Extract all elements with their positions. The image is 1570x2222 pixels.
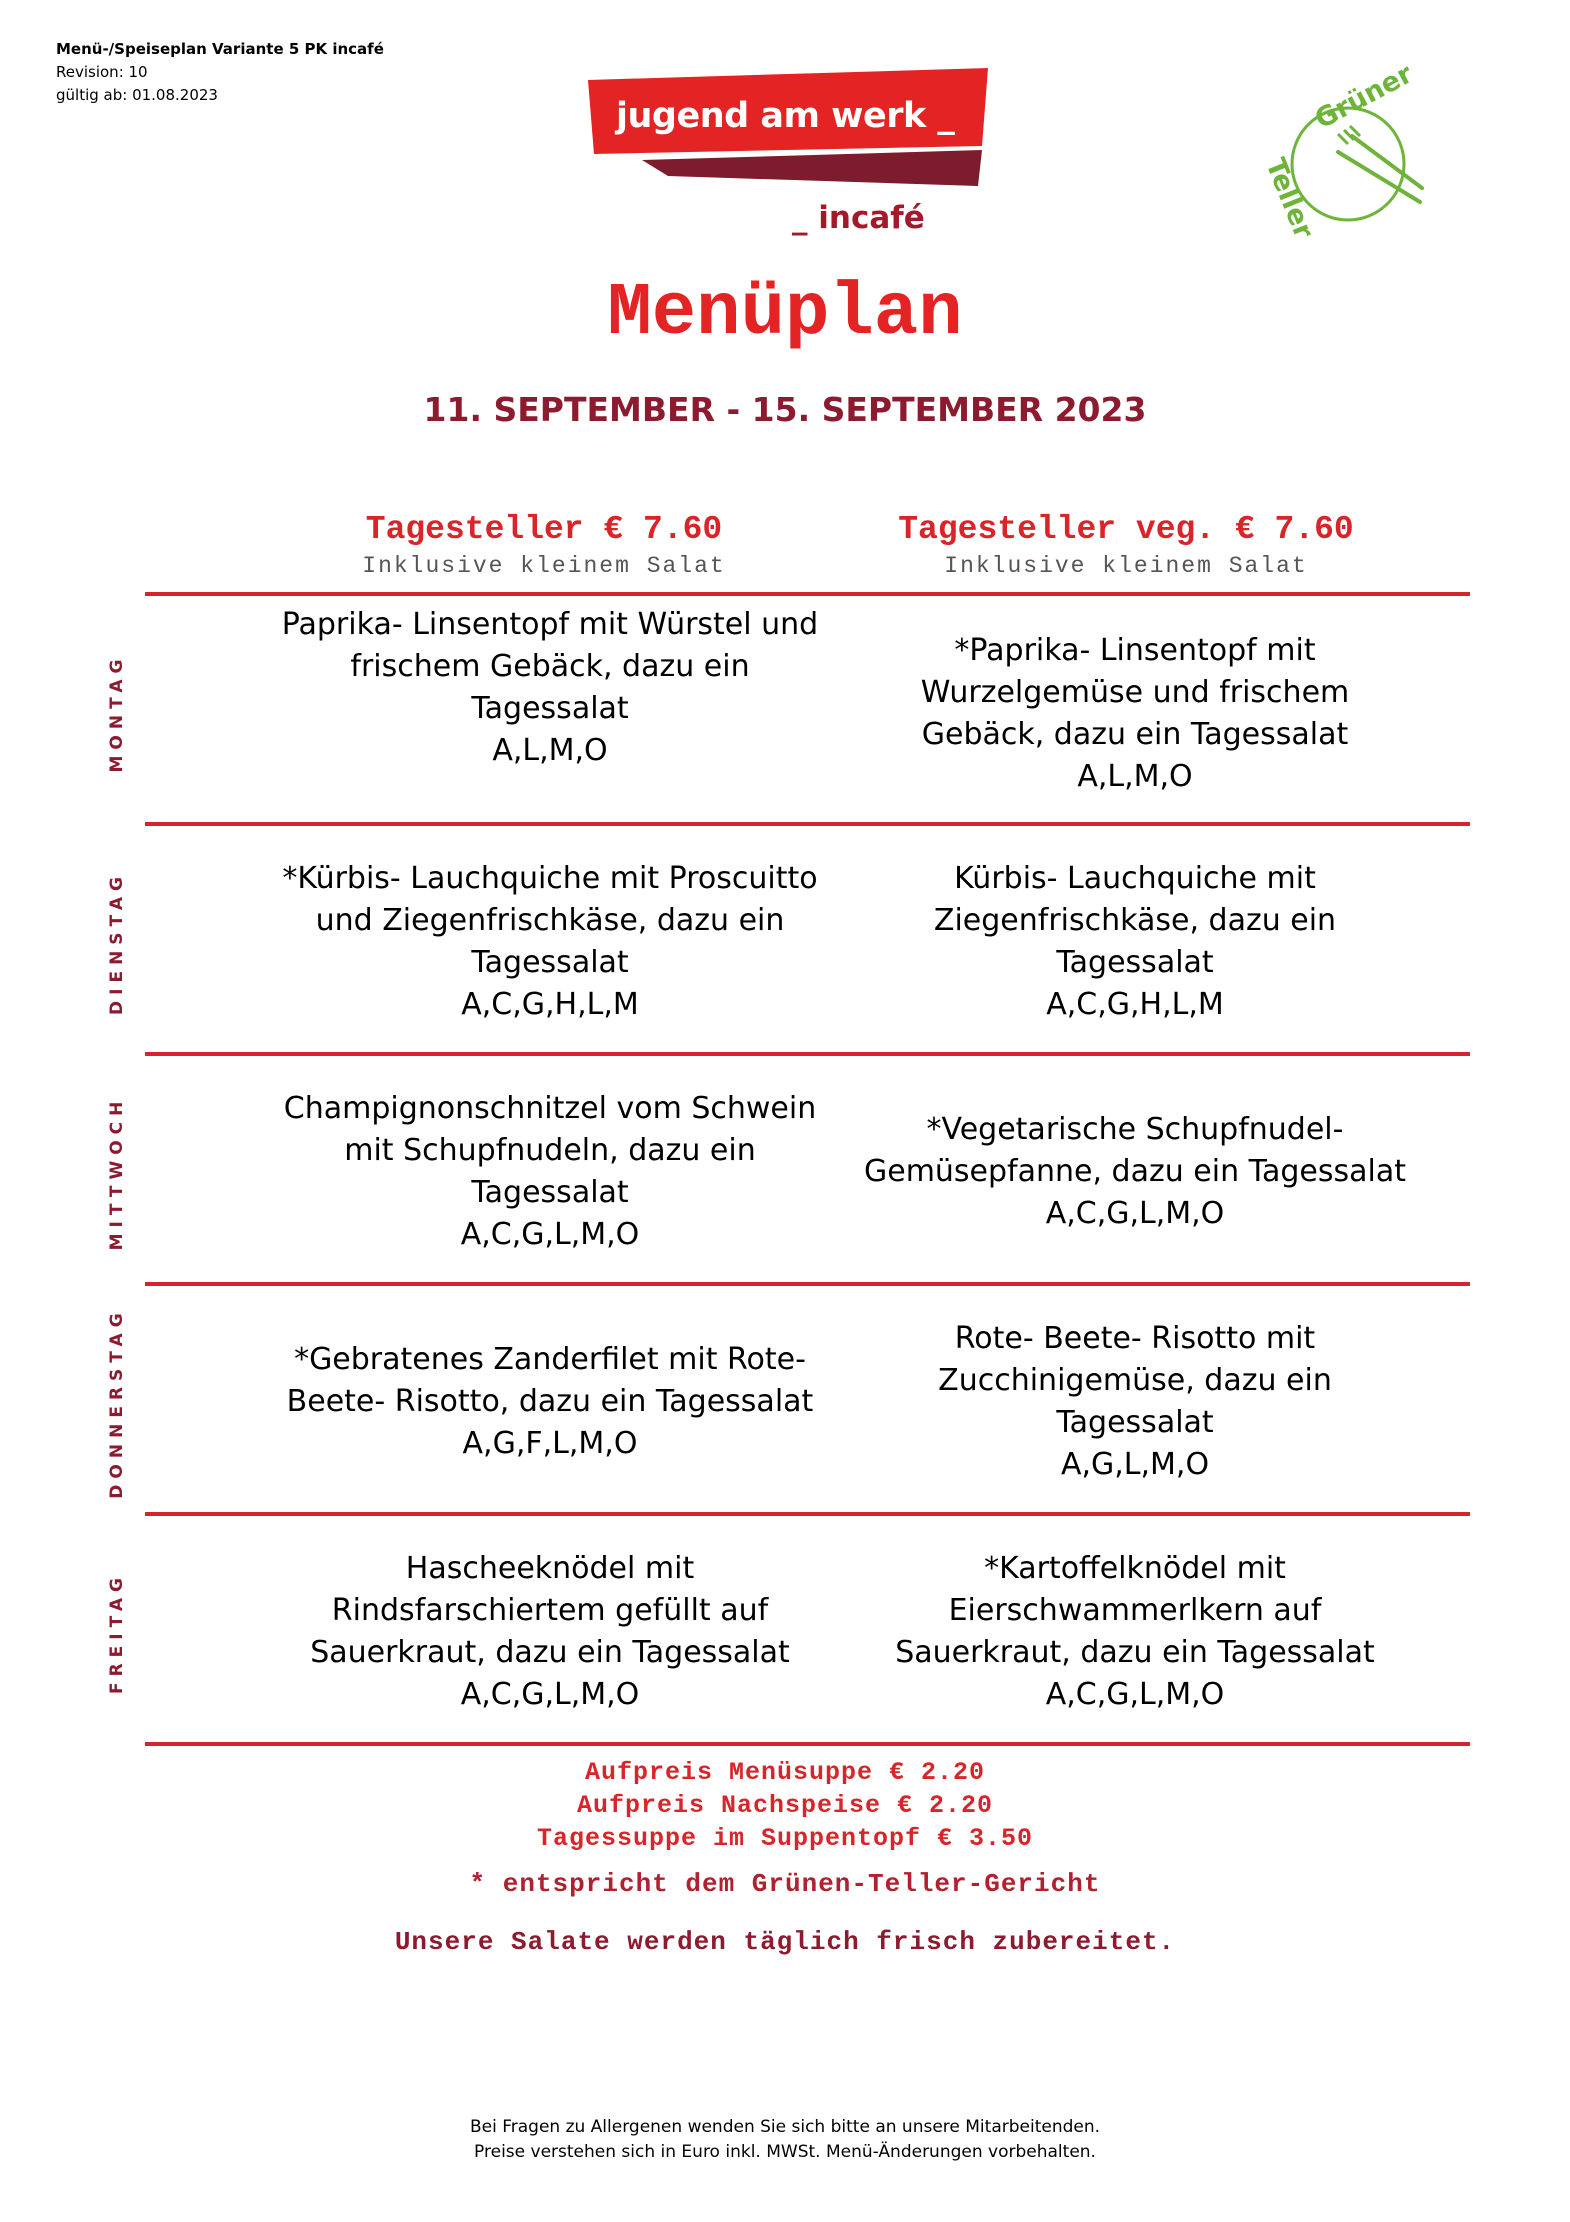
dish-line: Eierschwammerlkern auf	[948, 1593, 1322, 1628]
doc-title: Menü-/Speiseplan Variante 5 PK incafé	[56, 40, 384, 58]
row-divider	[145, 1282, 1470, 1286]
column-note-veg: Inklusive kleinem Salat	[944, 553, 1308, 579]
dish-line: Gebäck, dazu ein Tagessalat	[921, 717, 1349, 752]
dish-meat-freitag	[250, 1548, 850, 1716]
dish-line: Tagessalat	[471, 1175, 629, 1210]
dish-veg-dienstag	[835, 858, 1435, 1026]
dish-line: Tagessalat	[471, 945, 629, 980]
dish-allergens: A,L,M,O	[492, 733, 608, 768]
column-header-meat	[264, 510, 824, 582]
dish-meat-mittwoch	[250, 1088, 850, 1256]
dish-line: Wurzelgemüse und frischem	[920, 675, 1350, 710]
dish-meat-montag	[250, 604, 850, 772]
dish-meat-dienstag	[250, 858, 850, 1026]
day-label-freitag: FREITAG	[107, 1571, 127, 1695]
footer	[0, 2115, 1570, 2165]
day-label-montag: MONTAG	[107, 653, 127, 773]
row-divider	[145, 1512, 1470, 1516]
dish-line: Sauerkraut, dazu ein Tagessalat	[895, 1635, 1375, 1670]
logo-sub-text: _ incafé	[792, 200, 925, 236]
green-plate-note: * entspricht dem Grünen-Teller-Gericht	[469, 1869, 1101, 1899]
dessert-surcharge: Aufpreis Nachspeise € 2.20	[576, 1791, 994, 1820]
column-price-veg: Tagesteller veg. € 7.60	[898, 511, 1354, 548]
dish-line: *Paprika- Linsentopf mit	[954, 633, 1316, 668]
dish-line: *Kartoffelknödel mit	[984, 1551, 1286, 1586]
revision: Revision: 10	[56, 63, 148, 81]
dish-allergens: A,C,G,L,M,O	[1045, 1196, 1225, 1231]
dish-allergens: A,C,G,H,L,M	[461, 987, 639, 1022]
dish-allergens: A,L,M,O	[1077, 759, 1193, 794]
footer-line2: Preise verstehen sich in Euro inkl. MWSt. Menü-Änderungen vorbehalten.	[474, 2142, 1096, 2162]
document-meta	[56, 38, 384, 107]
footer-line1: Bei Fragen zu Allergenen wenden Sie sich bitte an unsere Mitarbeitenden.	[469, 2117, 1101, 2137]
dish-allergens: A,C,G,L,M,O	[460, 1677, 640, 1712]
dish-line: Beete- Risotto, dazu ein Tagessalat	[286, 1384, 814, 1419]
dish-line: *Kürbis- Lauchquiche mit Proscuitto	[282, 861, 818, 896]
date-range: 11. SEPTEMBER - 15. SEPTEMBER 2023	[423, 390, 1147, 429]
dish-line: Tagessalat	[471, 691, 629, 726]
dish-line: Rote- Beete- Risotto mit	[954, 1321, 1316, 1356]
salad-note: Unsere Salate werden täglich frisch zubereitet.	[394, 1927, 1176, 1957]
dish-veg-freitag	[835, 1548, 1435, 1716]
dish-veg-donnerstag	[835, 1318, 1435, 1486]
day-label-dienstag: DIENSTAG	[107, 871, 127, 1015]
dish-line: *Vegetarische Schupfnudel-	[926, 1112, 1344, 1147]
day-label-mittwoch: MITTWOCH	[107, 1095, 127, 1251]
logo-main-text: jugend am werk _	[616, 96, 955, 136]
badge-line2: Teller	[1259, 154, 1320, 243]
dish-line: Kürbis- Lauchquiche mit	[954, 861, 1316, 896]
valid-from: gültig ab: 01.08.2023	[56, 86, 218, 104]
dish-allergens: A,G,L,M,O	[1060, 1447, 1210, 1482]
dish-allergens: A,C,G,L,M,O	[1045, 1677, 1225, 1712]
column-price-meat: Tagesteller € 7.60	[365, 511, 723, 548]
badge-line1: Grüner	[1310, 58, 1418, 136]
row-divider	[145, 592, 1470, 596]
dish-line: Tagessalat	[1056, 1405, 1214, 1440]
extras-section	[0, 1756, 1570, 1957]
dish-veg-montag	[835, 630, 1435, 798]
row-divider	[145, 1742, 1470, 1746]
dish-veg-mittwoch	[835, 1109, 1435, 1235]
dish-allergens: A,C,G,L,M,O	[460, 1217, 640, 1252]
dish-line: Rindsfarschiertem gefüllt auf	[331, 1593, 769, 1628]
dish-line: Ziegenfrischkäse, dazu ein	[933, 903, 1337, 938]
soup-surcharge: Aufpreis Menüsuppe € 2.20	[584, 1758, 986, 1787]
dish-allergens: A,C,G,H,L,M	[1046, 987, 1224, 1022]
daily-soup: Tagessuppe im Suppentopf € 3.50	[536, 1824, 1034, 1853]
dish-line: Sauerkraut, dazu ein Tagessalat	[310, 1635, 790, 1670]
jugend-am-werk-logo	[588, 68, 998, 243]
day-label-donnerstag: DONNERSTAG	[107, 1307, 127, 1499]
gruener-teller-badge	[1259, 58, 1440, 243]
dish-line: mit Schupfnudeln, dazu ein	[344, 1133, 756, 1168]
dish-line: frischem Gebäck, dazu ein	[350, 649, 750, 684]
dish-line: und Ziegenfrischkäse, dazu ein	[315, 903, 785, 938]
dish-line: Champignonschnitzel vom Schwein	[283, 1091, 817, 1126]
dish-line: *Gebratenes Zanderfilet mit Rote-	[294, 1342, 806, 1377]
row-divider	[145, 1052, 1470, 1056]
column-note-meat: Inklusive kleinem Salat	[362, 553, 726, 579]
dish-line: Hascheeknödel mit	[405, 1551, 695, 1586]
dish-allergens: A,G,F,L,M,O	[462, 1426, 638, 1461]
dish-line: Zucchinigemüse, dazu ein	[938, 1363, 1332, 1398]
page-title: Menüplan	[607, 272, 963, 356]
dish-meat-donnerstag	[250, 1339, 850, 1465]
dish-line: Tagessalat	[1056, 945, 1214, 980]
dish-line: Paprika- Linsentopf mit Würstel und	[281, 607, 819, 642]
dish-line: Gemüsepfanne, dazu ein Tagessalat	[863, 1154, 1406, 1189]
column-header-veg	[846, 510, 1406, 582]
row-divider	[145, 822, 1470, 826]
